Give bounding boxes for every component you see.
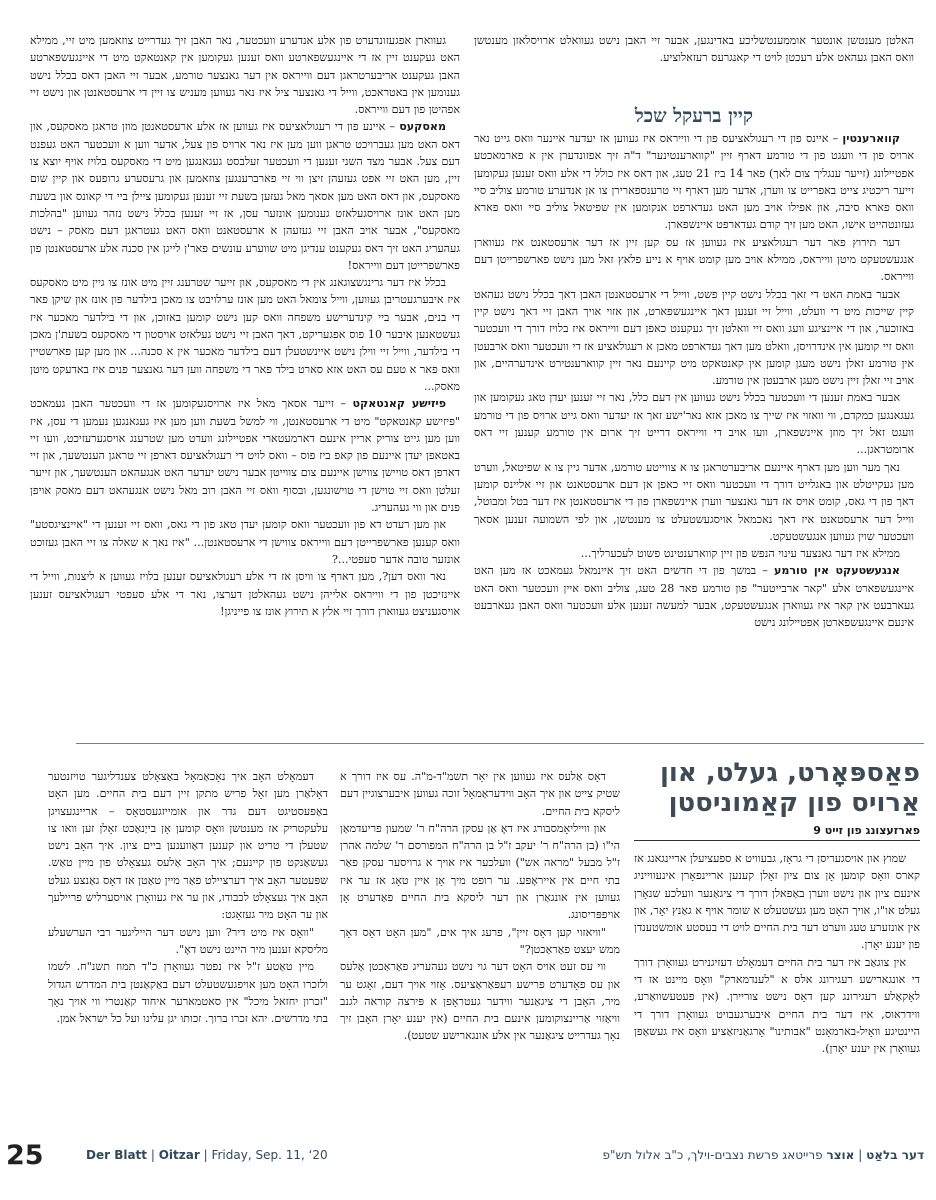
paragraph: "וואָס איז מיט דיר? ווען נישט דער הייליגער רבי הערשעלע מליסקא זענען מיר היינט נישט דאָ". (48, 925, 328, 956)
paragraph: אבער באמת האט די זאך בכלל נישט קיין פשט, ווייל די ארעסטאנטן האבן דאך בכלל נישט געהאט קיין שייכות מיט די וועלט, ווייל זיי זענען דאך איינגעשפארט, און אזוי אויך האבן זיי דאך נישט קיין באזוכער, און די איינציגע וועג וואס זיי וואלטן זיך געקענט כאפן דעם ווייראס איז בלויז דורך די וועכטער וואס זיי קומען אין אינדרויסן, וואלט מען דאך געדארפט מאכן א רעגולאציע אז די וועכטער וואס ארבעטן אין טורמע זאלן נישט מעגן קומען אין קאנטאקט מיט קיינעם נאר זיין קווארענטירט אינדערהיים, און אויב זיי זאלן זיין נישט מעגן ארבעטן אין טורמע. (474, 287, 914, 388)
paragraph-lead: פיזישע קאנטאקט (352, 397, 446, 411)
footer-english (86, 1148, 328, 1162)
footer-sep: | (150, 1148, 159, 1162)
story-title: פאַספּאָרט, געלט, און אַרויס פון קאַמוניסטן (660, 758, 920, 818)
footer-sep: | (203, 1148, 212, 1162)
paragraph: אין צוגאַב איז דער בית החיים דעמאָלט דעזיגנירט געוואָרן דורך די אונגארישע רעגירונג אלס א "לענדמארק" וואָס מיינט אז די לאָקאַלע רעגירונג קען דאָס נישט צוריירן. (אין פעטעשוואַרע, ווידראוס, איז דער בית החיים איבערגעבויט געוואָרן דורך די היינטיגע וואָיל-בארמאָנט "אבותינו" אָרגאַניזאַציע וואָס איז געשאַפן געוואָרן אין יענע יאָרן). (634, 955, 920, 1056)
footer-brand: Der Blatt (86, 1148, 148, 1162)
paragraph: פיזישע קאנטאקט – זייער אסאך מאל איז ארויסגעקומען אז די וועכטער האבן געמאכט "פיזישע קאנטאקט" מיט די ארעסטאנטן, ווי למשל בשעת ווען מען איז געגאנגען נעמען די עסן, איז ווען מען גייט צוריק אריין אינעם דארמעטארי אפטיילונג ווערט מען שטרענג אויסגערעזיכט, וועו זיי באטאפן יעדן איינעם פון קאפ ביז פוס – וואס לויט די רעגולאציעס דארפן זיי טראגן הענטשעך, און זיי דארפן דאס טויישן צווישן איינעם צום צווייטן אבער נישט יעדער האט אנגעהאט הענטשעך, און זייער זעלטן וואס זיי טוישן די טוישונגען, ובסוף וואס זיי האבן רוב מאל נישט אנגעהאט דעם מאסק אויפן פנים און ווי געהעריג. (30, 397, 460, 515)
paragraph: דעמאָלט האָב איך נאָכאַמאָל באַצאָלט צענדליגער טויזנטער דאָלאַרן מען זאָל פריש מתקן זיין דעם בית החיים. מען האָט באַפעסטיגט דעם גדר און אומייזגעסטאָס – אריינגעצויגן עלעקטריק אז מענטשן וואָס קומען אָן בייַנאַכט זאָלן זען וואו צו שטעלן די טריט און קענען דאַווענען ביים ציון. איך האָב נישט געשאַנקט פון קיינעם; איך האָב אַלעס געצאָלט פון מיין טאַש. שפּעטער האָב איך דערציילט פאַר מיין טאַטן אז דאָס גאַנצע געלט האָב איך געצאָלט לכבודו, און ער איז געוואָרן אויסערליש פריילעך און ער האָט מיר געזאָגט: (48, 770, 328, 922)
story-column-left (48, 768, 328, 1027)
paragraph: געווארן אפגעזונדערט פון אלע אנדערע וועכטער, נאר האבן זיך געדרייט צוזאמען מיט זיי, ממילא האט געקענט זיין אז די איינגעשפארטע וואס זענען געקומען אין קאנטאקט מיט די איינגעשפארטע האבן געקענט אריבערטראגן דעם ווייראס אין דער גאנצער טורמע, אבער זיי האבן דאס בכלל נישט גענומען אין באטראכט, ווייל די גאנצער ציל איז נאר געווען מעניש צו זיין די ארעסטאנטן און נישט זיי אפהיטן פון דעם ווייראס. (30, 34, 460, 117)
paragraph-lead: אנגעשטעקט אין טורמע (773, 564, 900, 578)
paragraph: מיין טאַטע ז"ל איז נפטר געוואָרן כ"ד תמוז תשנ"ח. לשמו ולזכרו האָט מען אויפגעשטעלט דעם באַקאַנטן בית המדרש הגדול "זכרון יחזאל מיכל" אין סאטמארער איחוד קאַנטרי ווי אויך נאָך בתי מדרשים. יהא זכרו ברוך. זכותו יגן עלינו ועל כל ישראל אמן. (48, 960, 328, 1026)
footer-hebrew-date: פרייטאג פרשת נצבים-וילך, כ"ב אלול תש"פ (602, 1148, 823, 1162)
top-left-column (30, 32, 460, 620)
paragraph: און מען רעדט דא פון וועכטער וואס קומען יעדן טאג פון די גאס, וואס זיי זענען די "איינציגסטע" וואס קענען פארשפרייטן דעם ווייראס צווישן די ארעסטאנטן... "איז נאך א שאלה צו זיי האבן געזוכט אונזער טובה אדער סעפטי...? (30, 518, 460, 566)
paragraph: דער תירוץ פאר דער רעגולאציע איז געווען אז עס קען זיין אז דער ארעסטאנט איז געווארן אנגעשטעקט מיטן ווייראס, ממילא אויב מען קומט אויף א נייע פלאץ זאל מען נישט פארשפרייטן דעם ווייראס. (474, 235, 914, 284)
footer-sep: | (854, 1148, 863, 1162)
paragraph: מאסקעס – איינע פון די רעגולאציעס איז געווען אז אלע ארעסטאנטן מוזן טראגן מאסקעס, און דאס האט מען געברויכט טראגן ווען מען איז נאר ארויס פון צעל, אדער ווען א וועכטער האט געפנט דעם צעל. אבער מצד השני זענען די וועכטער זעלבסט געגאנגען מיט די מאסקעס בלויז אויף יוצא צו זיין, מען האט זיי אפט געזעהן זיצן ווי זיי פארברענגען צוזאמען און גרעסערע גרופעס און קיין שום מאסקעס, און דאס האט מען אסאך מאל געזען בשעת זיי זענען געקומען ציילן ביי די קאונס און בשעת מען האט אונז ארויסגעלאזט גענומען אונזער עסן, אז זיי זענען בכלל נישט נזהר געווען "בהלכות מאסקעס", אבער אויב האבן זיי געזעהן א ארעסטאנט וואס האט געטראגן דעם מאסק – נישט געהעריג האט זיך דאס געקענט ענדיגן מיט שווערע עונשים פאר'ן לייגן אין סכנה אלע ארעסטאנטן פון פארשפרייטן דעם ווייראס! (30, 120, 460, 272)
story-column-middle (340, 768, 620, 1045)
footer-hebrew (603, 1148, 924, 1162)
footer-section: Oitzar (158, 1148, 200, 1162)
paragraph: שמוץ און אויסגעריסן די גראָז, גבעוויט א ספעציעלן אריינגאנג אז קארס וואָס קומען אָן צום ציון זאָלן קענען אריינפאָרן אינעווייניג אינעם ציון און נישט ווערן באַפאלן דורך די ציגאַנער וועלכע שנאָרן געלט או"ו, אויך האָט מען געשטעלט א שומר אויף א גאַנץ יאָר, און אין אונזערע טעג ווערט דער בית החיים לויט די בעסטע אומשטענדן פון יענע יאָרן. (634, 852, 920, 952)
paragraph: בכלל איז דער גרינגשצוגאנג אין די מאסקעס, און זייער שטרענג זיין מיט אונז צו גיין מיט מאסקעס איז איבערגעטריבן געווען, ווייל צומאל האט מען אונז ערלויבט צו מאכן בילדער פון אונז און שיקן פאר די בנים, אבער ביי קינדערישע משפחה וואס קען נישט קומען באזוכן, און די בילדער מאכער איז געשטאנען איבער 10 פוס אפגעריקט, דאך האבן זיי נישט געלאזט אויסטון די מאסקעס בשעת'ן מאכן די בילדער, ווייל זיי ווילן נישט איינשטעלן דעם בילדער מאכער אין א סכנה... און מען קען פארשטיין וואס פאר א טעם עס האט אזא סארט בילד פאר די משפחה ווען דער גאנצער פנים איז באדעקט מיטן מאסק... (30, 276, 461, 393)
footer-hebrew-brand: דער בלאַט (866, 1148, 924, 1162)
top-right-intro: האלטן מענטשן אונטער אוממענטשליכע באדינגען, אבער זיי האבן נישט געוואלט ארויסלאזן מענטשן וואס האבן געהאט אלע רעכטן לויט די קאנגרעס רעזאלוציע. (474, 34, 914, 65)
footer-date: Friday, Sep. 11, ‘20 (211, 1148, 328, 1162)
paragraph: "וויאזוי קען דאָס זיין", פרעג איך אים, "מען האָט דאָס דאָך ממש יעצט פאַראַכטן?" (340, 925, 620, 956)
page-number: 25 (6, 1140, 44, 1171)
paragraph-lead: מאסקעס (399, 120, 446, 134)
story-byline: פארזעצונג פון זייט 9 (634, 824, 920, 841)
footer-hebrew-section: אוצר (826, 1148, 855, 1162)
top-right-column (474, 32, 914, 67)
section-subhead: קיין ברעקל שכל (634, 105, 754, 127)
story-column-right (634, 850, 920, 1058)
paragraph: אבער באמת זענען די וועכטער בכלל נישט געווען אין דעם כלל, נאר זיי זענען יעדן טאג געקומען און געגאנגען כמקדם, ווי וואזוי איז שייך צו מאכן אזא נאר'ישע זאך אז יעדער וואס גייט ארויס פון די טורמע וועגט זאל זיך מוזן איינשפארן, וועו אויב די ווייראס דרייט זיך ארום אין טורמע קענען זיי דאס ארומטראגן... (474, 391, 914, 457)
paragraph: קווארענטין – איינס פון די רעגולאציעס פון די ווייראס איז געווען אז יעדער איינער וואס גייט נאר ארויס פון די וועגט פון די טורמע דארף זיין "קווארענטינער" ד"ה זיך אפזונדערן אין א פארמאכטע אפטיילונג (זייער ענגליך צום לאך) פאר 14 ביז 21 טעג, און דאס איז כולל די אלע וואס זענען געקומען זייער ריכטיג צייט באפרייט צו ווערן, אדער מען דארף זיי טרענספארירן צו אן אנדערע טורמע צוליב סיי וואס פארא סיבה, און אפילו אויב מען האט געדארפט אנקומען אין שפיטאל צוליב סיי וואס פארא געזונטהייט אישו, האט מען זיך קודם געדארפט איינשפארן. (474, 132, 914, 232)
paragraph: און ווייליאָמסבורג איז דאָ אַן עסקן הרה"ח ר' שמעון פריעדמאַן הי"ו (בן הרה"ח ר' יעקב ז"ל בן הרה"ח המפורסם ר' שלמה אהרן ז"ל מבעל "מראה אש") וועלכער איז אויך א גרויסער עסקן פאַר בתי חיים אין אייראָפּע. ער רופט מיך אָן איין טאָג אז ער איז געווען אין אונגאַרן און דער ליסקא בית החיים פאַדערט אָן אויפפּריסונג. (340, 821, 620, 922)
top-right-body (474, 130, 914, 632)
paragraph: דאָס אַלעס איז געווען אין יאָר תשמ"ד-מ"ה. עס איז דורך א שטיק צייט און איך האָב ווידעראַמאָל זוכה געווען איבערצוגיין דעם ליסקא בית החיים. (340, 770, 620, 818)
paragraph: אנגעשטעקט אין טורמע – במשך פון די חדשים האט זיך איינמאל געמאכט אז מען האט איינגעשפארט אלע "קאר ארבייטער" פון טורמע פאר 28 טעג, צוליב וואס איין וועכטער וואס האט געארבעט אין קאר איז געווארן אנגעשטעקט, אבער למעשה זענען אלע וועכטער וואס האבן געארבעט אינעם איינגעשפארטן אפטיילונג נישט (474, 564, 914, 630)
paragraph: ממילא איז דער גאנצער עינוי הנפש פון זיין קווארענטינט פשוט לעכערליך... (580, 547, 900, 561)
paragraph: נאר וואס דען?, מען דארף צו וויסן אז די אלע רעגולאציעס זענען בלויז געווען א ליצנות, ווייל די איינזיכטן פון די ווייראס אלייהן נישט געהאלטן דערצו, נאר די אלע סעפטי רעגולאציעס זענען אויסגעניצט געווארן דורך זיי אלץ א תירוץ אונז צו פייניגן! (30, 570, 460, 618)
page-footer (0, 1140, 936, 1170)
paragraph: ווי עס זעט אויס האָט דער גוי נישט געהעריג פאַראַכטן אַלעס און עס פאָדערט פרישע רעפּאַראַציעס. אָזוי אויך דעם, זאָגט ער מיר, האָבן די ציגאַנער ווידער געטראָפן א פּירצה קוראה לגנב וויאַזוי אַריינצוקומען אינעם בית החיים (אין יענע יאָרן האָבן זיך נאָך געדרייט ציגאַנער אין אלע אונגארישע שטעט). (340, 960, 620, 1043)
section-divider (76, 743, 924, 744)
paragraph-lead: קווארענטין (842, 132, 900, 145)
paragraph: נאך מער ווען מען דארף איינעם אריבערטראגן צו א צווייטע טורמע, אדער גיין צו א שפיטאל, ווערט מען געקייטלט און באגלייט דורך די וועכטער וואס זיי כאפן אן דעם ארעסטאנט און זיי אליינס קומען דאך פון די גאס, קומט אויס אז דער גאנצער ווערן איינשפארן פון די ארעסטאנטן איז דער בטל ומבוטל, ווייל דער ארעסטאנט איז דאך נאכמאל אויסגעשטעלט צו מענטשן, און לפי השמועה זענען אסאך וועכטער שוין געווען אנגעשטעקט. (474, 460, 914, 543)
